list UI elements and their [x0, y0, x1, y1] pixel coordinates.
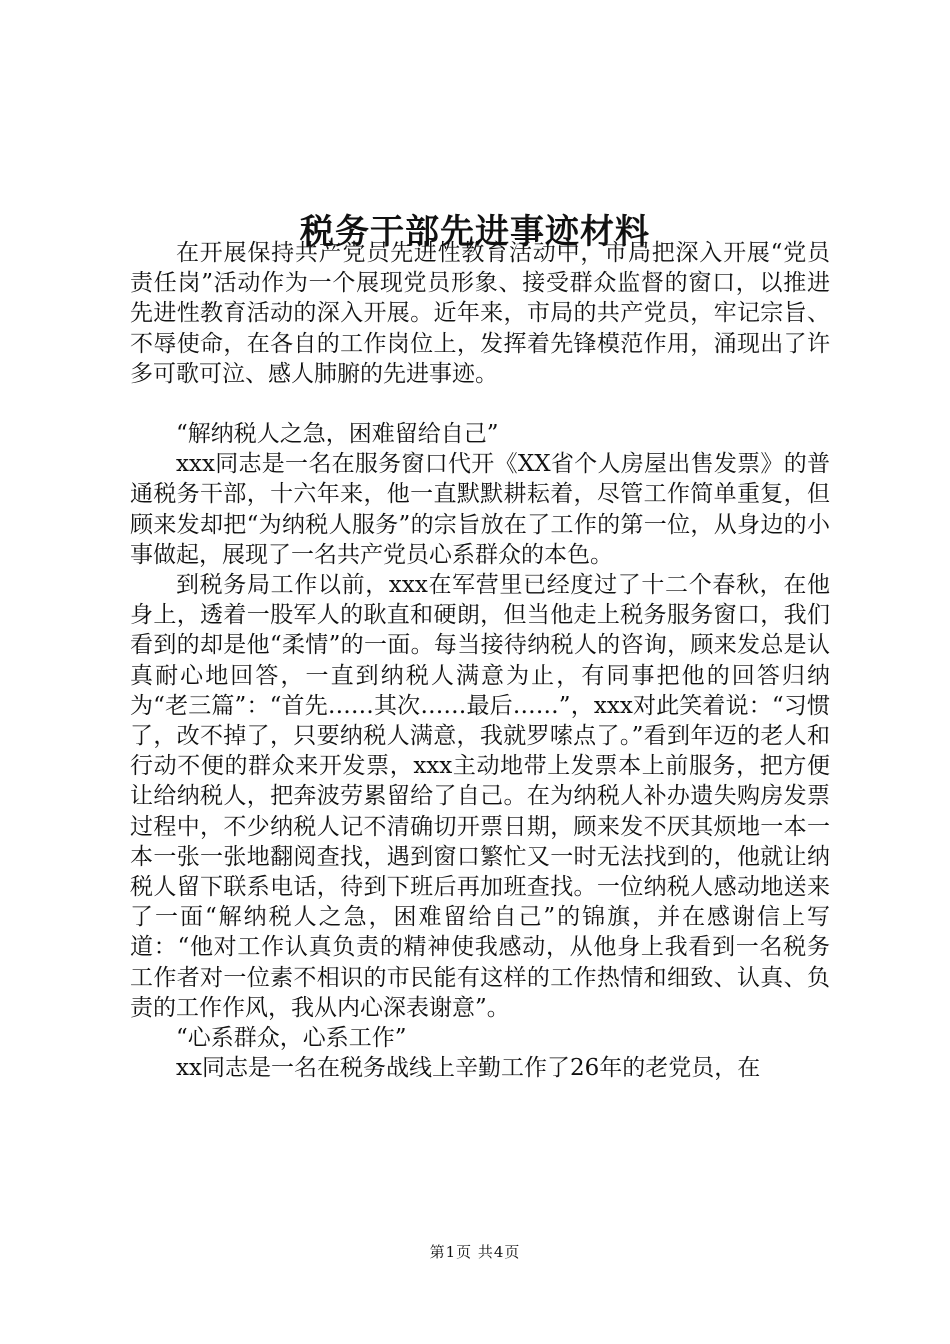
page-title: 税务干部先进事迹材料	[300, 211, 650, 252]
paragraph-section-1-a: xxx同志是一名在服务窗口代开《XX省个人房屋出售发票》的普通税务干部，十六年来，他一直默默耕耘着，尽管工作简单重复，但顾来发却把“为纳税人服务”的宗旨放在了工作的第一位，从身边的小事做起，展现了一名共产党员心系群众的本色。	[130, 451, 830, 568]
section-heading-2: “心系群众，心系工作”	[176, 1025, 407, 1052]
section-heading-1: “解纳税人之急，困难留给自己”	[176, 421, 499, 448]
document-body	[130, 238, 830, 1083]
page-footer: 第1页 共4页	[429, 1243, 521, 1261]
paragraph-section-1-b: 到税务局工作以前，xxx在军营里已经度过了十二个春秋，在他身上，透着一股军人的耿直和硬朗，但当他走上税务服务窗口，我们看到的却是他“柔情”的一面。每当接待纳税人的咨询，顾来发总是认真耐心地回答，一直到纳税人满意为止，有同事把他的回答归纳为“老三篇”：“首先……其次……最后……”，xxx对此笑着说：“习惯了，改不掉了，只要纳税人满意，我就罗嗦点了。”看到年迈的老人和行动不便的群众来开发票，xxx主动地带上发票本上前服务，把方便让给纳税人，把奔波劳累留给了自己。在为纳税人补办遗失购房发票过程中，不少纳税人记不清确切开票日期，顾来发不厌其烦地一本一本一张一张地翻阅查找，遇到窗口繁忙又一时无法找到的，他就让纳税人留下联系电话，待到下班后再加班查找。一位纳税人感动地送来了一面“解纳税人之急，困难留给自己”的锦旗，并在感谢信上写道：“他对工作认真负责的精神使我感动，从他身上我看到一名税务工作者对一位素不相识的市民能有这样的工作热情和细致、认真、负责的工作作风，我从内心深表谢意”。	[130, 572, 830, 1021]
paragraph-intro: 在开展保持共产党员先进性教育活动中，市局把深入开展“党员责任岗”活动作为一个展现党员形象、接受群众监督的窗口，以推进先进性教育活动的深入开展。近年来，市局的共产党员，牢记宗旨、不辱使命，在各自的工作岗位上，发挥着先锋模范作用，涌现出了许多可歌可泣、感人肺腑的先进事迹。	[130, 240, 830, 387]
paragraph-section-2-a: xx同志是一名在税务战线上辛勤工作了26年的老党员，在	[176, 1055, 761, 1082]
